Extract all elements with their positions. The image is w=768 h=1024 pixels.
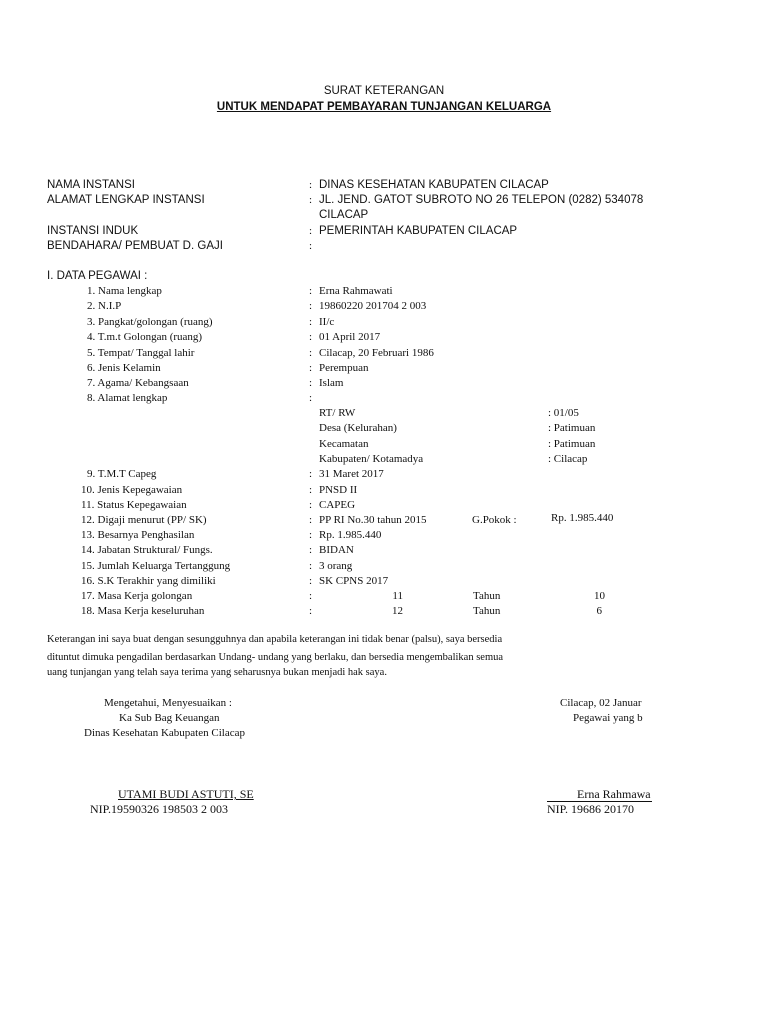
left-sign-line3: Dinas Kesehatan Kabupaten Cilacap	[84, 727, 245, 739]
alamat-value: : Patimuan	[548, 438, 596, 450]
colon: :	[309, 225, 313, 237]
nama-instansi-value: DINAS KESEHATAN KABUPATEN CILACAP	[319, 179, 549, 191]
pegawai-label: 6. Jenis Kelamin	[87, 362, 161, 374]
masa-kerja-label: 17. Masa Kerja golongan	[81, 590, 193, 602]
alamat-label: Desa (Kelurahan)	[319, 422, 397, 434]
pegawai-value: SK CPNS 2017	[319, 575, 389, 587]
colon: :	[309, 590, 313, 602]
pegawai-value: 19860220 201704 2 003	[319, 300, 427, 312]
alamat-value: : Cilacap	[548, 453, 588, 465]
gaji-pokok-label: G.Pokok :	[472, 514, 517, 526]
pegawai-label: 11. Status Kepegawaian	[81, 499, 187, 511]
colon: :	[309, 529, 313, 541]
pegawai-value: II/c	[319, 316, 335, 328]
pegawai-value: Cilacap, 20 Februari 1986	[319, 347, 434, 359]
left-sign-line2: Ka Sub Bag Keuangan	[119, 712, 220, 724]
pegawai-label: 3. Pangkat/golongan (ruang)	[87, 316, 213, 328]
colon: :	[309, 377, 313, 389]
bendahara-label: BENDAHARA/ PEMBUAT D. GAJI	[47, 240, 223, 252]
section-title: I. DATA PEGAWAI :	[47, 270, 148, 282]
alamat-instansi-value-2: CILACAP	[319, 209, 369, 221]
colon: :	[309, 575, 313, 587]
pegawai-value: 31 Maret 2017	[319, 468, 384, 480]
pegawai-label: 12. Digaji menurut (PP/ SK)	[81, 514, 207, 526]
alamat-instansi-label: ALAMAT LENGKAP INSTANSI	[47, 194, 205, 206]
pegawai-label: 2. N.I.P	[87, 300, 122, 312]
left-sign-nip: NIP.19590326 198503 2 003	[90, 802, 229, 816]
alamat-label: Kecamatan	[319, 438, 369, 450]
pegawai-label: 5. Tempat/ Tanggal lahir	[87, 347, 195, 359]
instansi-induk-label: INSTANSI INDUK	[47, 225, 139, 237]
masa-kerja-value2: 10	[594, 590, 605, 602]
right-sign-line2: Pegawai yang b	[573, 712, 643, 724]
right-sign-line1: Cilacap, 02 Januar	[560, 697, 642, 709]
pegawai-value: Perempuan	[319, 362, 369, 374]
colon: :	[309, 499, 313, 511]
colon: :	[309, 194, 313, 206]
statement-line: dituntut dimuka pengadilan berdasarkan Undang- undang yang berlaku, dan bersedia mengembalikan semua	[47, 652, 504, 663]
pegawai-value: Erna Rahmawati	[319, 285, 393, 297]
pegawai-label: 1. Nama lengkap	[87, 285, 162, 297]
colon: :	[309, 468, 313, 480]
masa-kerja-value: 12	[392, 605, 403, 617]
colon: :	[309, 544, 313, 556]
pegawai-label: 14. Jabatan Struktural/ Fungs.	[81, 544, 213, 556]
pegawai-label: 10. Jenis Kepegawaian	[81, 484, 183, 496]
colon: :	[309, 560, 313, 572]
masa-kerja-unit: Tahun	[473, 590, 501, 602]
colon: :	[309, 316, 313, 328]
pegawai-value: PNSD II	[319, 484, 358, 496]
colon: :	[309, 331, 313, 343]
pegawai-value: PP RI No.30 tahun 2015	[319, 514, 427, 526]
pegawai-label: 4. T.m.t Golongan (ruang)	[87, 331, 203, 343]
masa-kerja-value: 11	[392, 590, 403, 602]
pegawai-label: 15. Jumlah Keluarga Tertanggung	[81, 560, 231, 572]
pegawai-value: Rp. 1.985.440	[319, 529, 382, 541]
colon: :	[309, 605, 313, 617]
colon: :	[309, 285, 313, 297]
left-sign-line1: Mengetahui, Menyesuaikan :	[104, 697, 232, 709]
pegawai-value: 3 orang	[319, 560, 353, 572]
instansi-induk-value: PEMERINTAH KABUPATEN CILACAP	[319, 225, 518, 237]
masa-kerja-unit: Tahun	[473, 605, 501, 617]
pegawai-label: 16. S.K Terakhir yang dimiliki	[81, 575, 216, 587]
colon: :	[309, 179, 313, 191]
pegawai-value: CAPEG	[319, 499, 356, 511]
right-sign-name: Erna Rahmawa	[577, 787, 651, 801]
colon: :	[309, 240, 313, 252]
masa-kerja-label: 18. Masa Kerja keseluruhan	[81, 605, 205, 617]
document-title: SURAT KETERANGAN	[323, 85, 445, 97]
pegawai-value: 01 April 2017	[319, 331, 381, 343]
colon: :	[309, 362, 313, 374]
gaji-pokok-value: Rp. 1.985.440	[551, 512, 614, 524]
colon: :	[309, 300, 313, 312]
document-subtitle: UNTUK MENDAPAT PEMBAYARAN TUNJANGAN KELUARGA	[216, 101, 552, 113]
alamat-label: RT/ RW	[319, 407, 356, 419]
pegawai-value: BIDAN	[319, 544, 354, 556]
statement-line: Keterangan ini saya buat dengan sesungguhnya dan apabila keterangan ini tidak benar (palsu), saya bersedia	[47, 634, 503, 645]
pegawai-label: 9. T.M.T Capeg	[87, 468, 157, 480]
right-sign-nip: NIP. 19686 20170	[547, 802, 635, 816]
pegawai-label: 7. Agama/ Kebangsaan	[87, 377, 189, 389]
alamat-value: : Patimuan	[548, 422, 596, 434]
left-sign-name: UTAMI BUDI ASTUTI, SE	[118, 787, 254, 801]
alamat-value: : 01/05	[548, 407, 579, 419]
alamat-instansi-value-1: JL. JEND. GATOT SUBROTO NO 26 TELEPON (0282) 534078	[319, 194, 644, 206]
colon: :	[309, 347, 313, 359]
colon: :	[309, 514, 313, 526]
pegawai-value: Islam	[319, 377, 344, 389]
alamat-label: Kabupaten/ Kotamadya	[319, 453, 424, 465]
pegawai-label: 13. Besarnya Penghasilan	[81, 529, 195, 541]
statement-line: uang tunjangan yang telah saya terima yang seharusnya bukan menjadi hak saya.	[47, 667, 387, 678]
masa-kerja-value2: 6	[596, 605, 602, 617]
pegawai-label: 8. Alamat lengkap	[87, 392, 168, 404]
nama-instansi-label: NAMA INSTANSI	[47, 179, 135, 191]
colon: :	[309, 484, 313, 496]
colon: :	[309, 392, 313, 404]
